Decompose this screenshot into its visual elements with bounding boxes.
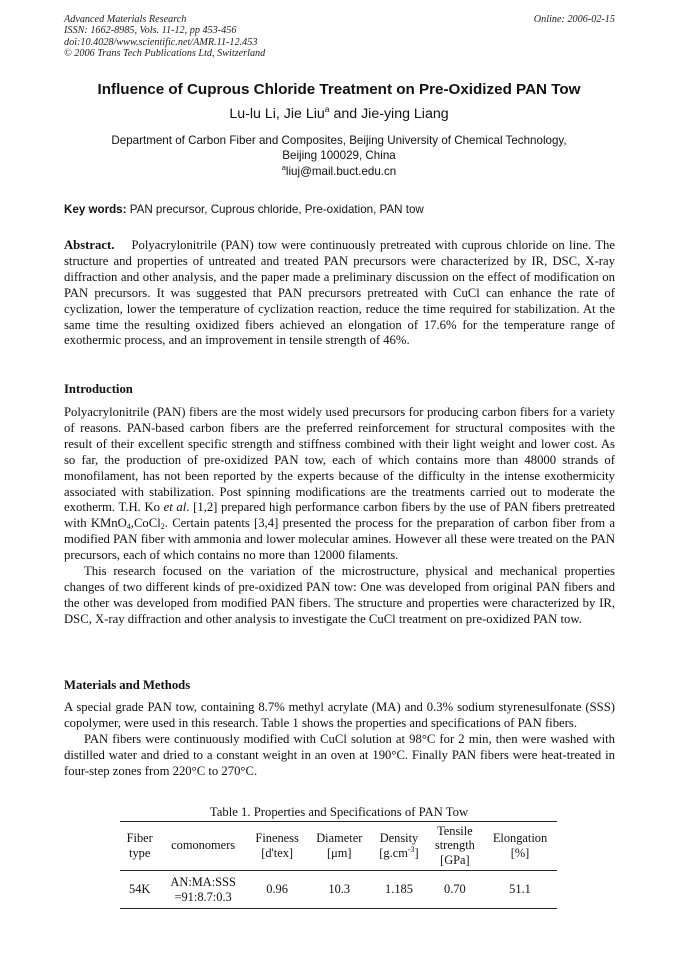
abstract	[64, 238, 615, 349]
header-elongation-line2: [%]	[510, 845, 530, 860]
intro-p1-text-d: . Certain patents [3,4] presented the process for the preparation of carbon fiber from a modified PAN fiber with ammonia and lower molecular amines. However all these were treated on the PAN precursors, each of which contains no more than 12000 filaments.	[64, 516, 615, 563]
paper-title: Influence of Cuprous Chloride Treatment on Pre-Oxidized PAN Tow	[97, 81, 581, 98]
kmno4-subscript: 4	[126, 522, 131, 532]
affiliation-line2: Beijing 100029, China	[282, 149, 396, 162]
header-density-unit: [g.cm	[379, 845, 408, 860]
intro-p1-text-a: Polyacrylonitrile (PAN) fibers are the most widely used precursors for producing carbon fibers for a variety of reasons. PAN-based carbon fibers are the preferred reinforcement for structural composites with the result of their excellent specific strength and stiffness combined with their light weight and lower cost. As so far, the production of pre-oxidized PAN tow, each of which contains more than 48000 strands of monofilament, has not been reported by the experts because of the difficulty in the intense exothermicity associated with stabilization. Post spinning modifications are the treatments carried out to moderate the exotherm. T.H. Ko	[64, 405, 615, 515]
cell-diameter: 10.3	[328, 882, 351, 897]
methods-body	[64, 700, 615, 780]
journal-name: Advanced Materials Research	[64, 14, 187, 25]
email-superscript: a	[281, 163, 286, 172]
header-diameter	[307, 822, 371, 871]
affiliation-line1: Department of Carbon Fiber and Composites, Beijing University of Chemical Technology,	[111, 134, 567, 147]
header-diameter-line2: [μm]	[327, 845, 352, 860]
cell-fiber-type: 54K	[129, 882, 151, 897]
journal-issn: ISSN: 1662-8985, Vols. 11-12, pp 453-456	[64, 25, 237, 37]
table-header-row	[120, 822, 557, 871]
keywords-label: Key words:	[64, 203, 127, 216]
email-address: liuj@mail.buct.edu.cn	[285, 165, 397, 178]
affiliation	[0, 133, 678, 163]
header-tensile-strength	[427, 822, 483, 871]
journal-doi: doi:10.4028/www.scientific.net/AMR.11-12.453	[64, 36, 258, 48]
author-superscript: a	[324, 104, 330, 114]
online-date: Online: 2006-02-15	[533, 14, 615, 25]
header-density-bracket: ]	[414, 845, 419, 860]
header-density-line1: Density	[379, 831, 419, 846]
header-fiber-type-line2: type	[129, 845, 151, 860]
cell-tensile: 0.70	[444, 882, 466, 897]
header-fiber-type-line1: Fiber	[126, 831, 153, 846]
header-fineness-line2: [d'tex]	[261, 845, 294, 860]
journal-copyright: © 2006 Trans Tech Publications Ltd, Switzerland	[64, 48, 266, 60]
cell-comonomers-line1: AN:MA:SSS	[170, 875, 236, 890]
cell-comonomers	[159, 871, 246, 909]
header-elongation	[483, 822, 557, 871]
header-diameter-line1: Diameter	[316, 831, 363, 846]
cell-fineness: 0.96	[266, 882, 288, 897]
methods-paragraph-2: PAN fibers were continuously modified with CuCl solution at 98°C for 2 min, then were washed with distilled water and dried to a constant weight in an oven at 190°C. Finally PAN fibers were heat-treated in four-step zones from 220°C to 270°C.	[64, 731, 615, 778]
header-density-exponent: -3	[407, 844, 415, 854]
introduction-body	[64, 405, 615, 628]
cocl2-subscript: 2	[160, 522, 165, 532]
header-tensile-line1: Tensile	[437, 824, 473, 838]
header-fiber-type	[120, 822, 159, 871]
header-comonomers: comonomers	[171, 838, 236, 853]
header-fineness	[247, 822, 307, 871]
authors-part1: Lu-lu Li, Jie Liu	[229, 106, 325, 122]
intro-et-al: et al	[163, 500, 187, 515]
intro-p1-text-c: ,CoCl	[130, 516, 161, 531]
intro-p1-text-b: . [1,2] prepared high performance carbon fibers by the use of PAN fibers pretreated with KMnO	[64, 500, 616, 531]
header-elongation-line1: Elongation	[492, 831, 548, 846]
introduction-paragraph-2: This research focused on the variation of the microstructure, physical and mechanical properties changes of two different kinds of pre-oxidized PAN tow: One was developed from original PAN fibers and the other was developed from modified PAN fibers. The structure and properties were characterized by IR, DSC, X-ray diffraction and other analysis to investigate the CuCl treatment on pre-oxidized PAN tow.	[64, 564, 615, 626]
cell-elongation: 51.1	[509, 882, 531, 897]
properties-table	[120, 821, 557, 909]
author-email	[0, 165, 678, 178]
introduction-paragraph-1	[64, 405, 615, 564]
introduction-heading: Introduction	[64, 382, 133, 396]
table-row	[120, 871, 557, 909]
header-fineness-line1: Fineness	[255, 831, 299, 846]
table-caption: Table 1. Properties and Specifications of PAN Tow	[209, 805, 469, 819]
author-list	[0, 106, 678, 122]
cell-density: 1.185	[385, 882, 413, 897]
header-density	[371, 822, 427, 871]
keywords	[64, 203, 424, 216]
header-tensile-line2: strength	[434, 838, 475, 853]
cell-comonomers-line2: =91:8.7:0.3	[174, 889, 232, 904]
abstract-text: Polyacrylonitrile (PAN) tow were continuously pretreated with cuprous chloride on line. The structure and properties of untreated and treated PAN precursors were characterized by IR, DSC, X-ray diffraction and other analysis, and the paper made a preliminary discussion on the effect of modification on PAN precursors. It was suggested that PAN precursors pretreated with CuCl can enhance the rate of cyclization, lower the temperature of cyclization reaction, reduce the time required for stabilization. At the same time the resulting oxidized fibers achieved an elongation of 17.6% for the temperature range of exothermic process, and an improvement in tensile strength of 46%.	[64, 238, 616, 348]
methods-heading: Materials and Methods	[64, 678, 191, 692]
authors-part2: and Jie-ying Liang	[329, 106, 449, 122]
keywords-text: PAN precursor, Cuprous chloride, Pre-oxidation, PAN tow	[126, 203, 424, 216]
header-tensile-line3: [GPa]	[440, 852, 470, 867]
journal-header	[64, 14, 265, 60]
methods-paragraph-1: A special grade PAN tow, containing 8.7% methyl acrylate (MA) and 0.3% sodium styrenesulfonate (SSS) copolymer, were used in this research. Table 1 shows the properties and specifications of PAN fibers.	[64, 700, 615, 730]
abstract-label: Abstract.	[64, 238, 115, 252]
